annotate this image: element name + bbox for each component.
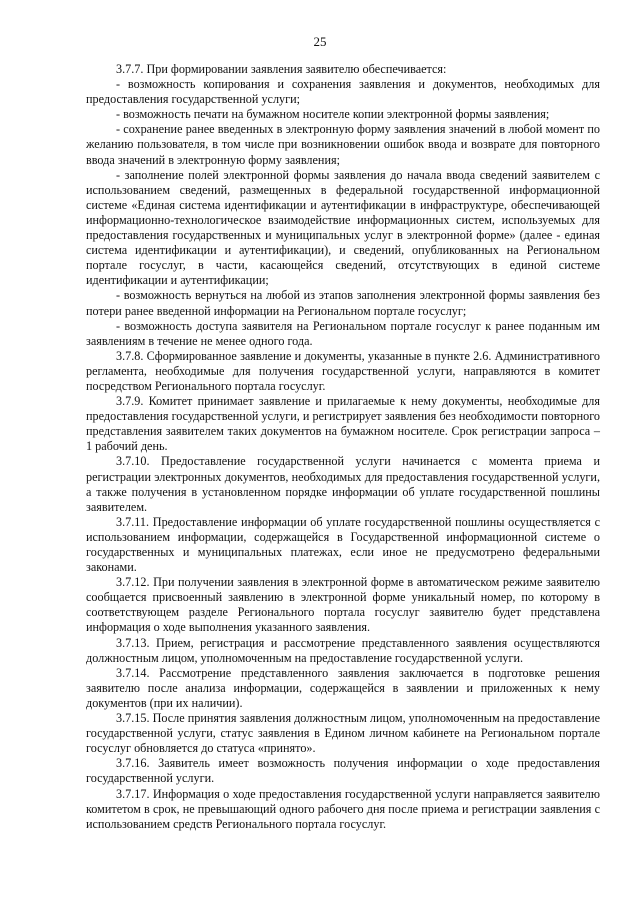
paragraph: 3.7.12. При получении заявления в электронной форме в автоматическом режиме заявителю сообщается присвоенный заявлению в электронной форме уникальный номер, по которому в соответствующем разделе Регионального портала госуслуг заявителю будет представлена информация о ходе выполнения указанного заявления. bbox=[86, 575, 600, 635]
paragraph: - возможность вернуться на любой из этапов заполнения электронной формы заявления без потери ранее введенной информации на Региональном портале госуслуг; bbox=[86, 288, 600, 318]
paragraph: 3.7.14. Рассмотрение представленного заявления заключается в подготовке решения заявителю после анализа информации, содержащейся в заявлении и приложенных к нему документов (при их наличии). bbox=[86, 665, 600, 710]
paragraph: - сохранение ранее введенных в электронную форму заявления значений в любой момент по желанию пользователя, в том числе при возникновении ошибок ввода и возврате для повторного ввода значений в электронную форму заявления; bbox=[86, 122, 600, 167]
paragraph: 3.7.10. Предоставление государственной услуги начинается с момента приема и регистрации электронных документов, необходимых для предоставления государственной услуги, а также получения в установленном порядке информации об уплате государственной пошлины заявителем. bbox=[86, 454, 600, 514]
paragraph: 3.7.13. Прием, регистрация и рассмотрение представленного заявления осуществляются должностным лицом, уполномоченным на предоставление государственной услуги. bbox=[86, 635, 600, 665]
paragraph: 3.7.16. Заявитель имеет возможность получения информации о ходе предоставления государственной услуги. bbox=[86, 756, 600, 786]
paragraph: 3.7.15. После принятия заявления должностным лицом, уполномоченным на предоставление государственной услуги, статус заявления в Едином личном кабинете на Региональном портале госуслуг обновляется до статуса «принято». bbox=[86, 711, 600, 756]
paragraph: 3.7.17. Информация о ходе предоставления государственной услуги направляется заявителю комитетом в срок, не превышающий одного рабочего дня после приема и регистрации заявления с использованием средств Регионального портала госуслуг. bbox=[86, 786, 600, 831]
page-number: 25 bbox=[313, 34, 327, 49]
paragraph: 3.7.8. Сформированное заявление и документы, указанные в пункте 2.6. Административного регламента, необходимые для получения государственной услуги, направляются в комитет посредством Регионального портала госуслуг. bbox=[86, 348, 600, 393]
paragraph: 3.7.11. Предоставление информации об уплате государственной пошлины осуществляется с использованием информации, содержащейся в Государственной информационной системе о государственных и муниципальных платежах, если иное не предусмотрено федеральными законами. bbox=[86, 514, 600, 575]
paragraph: - заполнение полей электронной формы заявления до начала ввода сведений заявителем с использованием сведений, размещенных в федеральной государственной информационной системе «Единая система идентификации и аутентификации в инфраструктуре, обеспечивающей информационно-технологическое взаимодействие информационных систем, используемых для предоставления государственных и муниципальных услуг в электронной форме» (далее - единая система идентификации и аутентификации), и сведений, опубликованных на Региональном портале госуслуг, в части, касающейся сведений, отсутствующих в единой системе идентификации и аутентификации; bbox=[86, 167, 600, 288]
paragraph: 3.7.7. При формировании заявления заявителю обеспечивается: bbox=[116, 62, 447, 76]
paragraph: - возможность доступа заявителя на Региональном портале госуслуг к ранее поданным им заявлениям в течение не менее одного года. bbox=[86, 318, 600, 348]
page-body bbox=[86, 62, 600, 832]
paragraph: 3.7.9. Комитет принимает заявление и прилагаемые к нему документы, необходимые для предоставления государственной услуги, и регистрирует заявления без необходимости повторного представления заявителем таких документов на бумажном носителе. Срок регистрации запроса – 1 рабочий день. bbox=[86, 394, 600, 454]
paragraph: - возможность копирования и сохранения заявления и документов, необходимых для предоставления государственной услуги; bbox=[86, 77, 600, 107]
paragraph: - возможность печати на бумажном носителе копии электронной формы заявления; bbox=[116, 107, 550, 122]
